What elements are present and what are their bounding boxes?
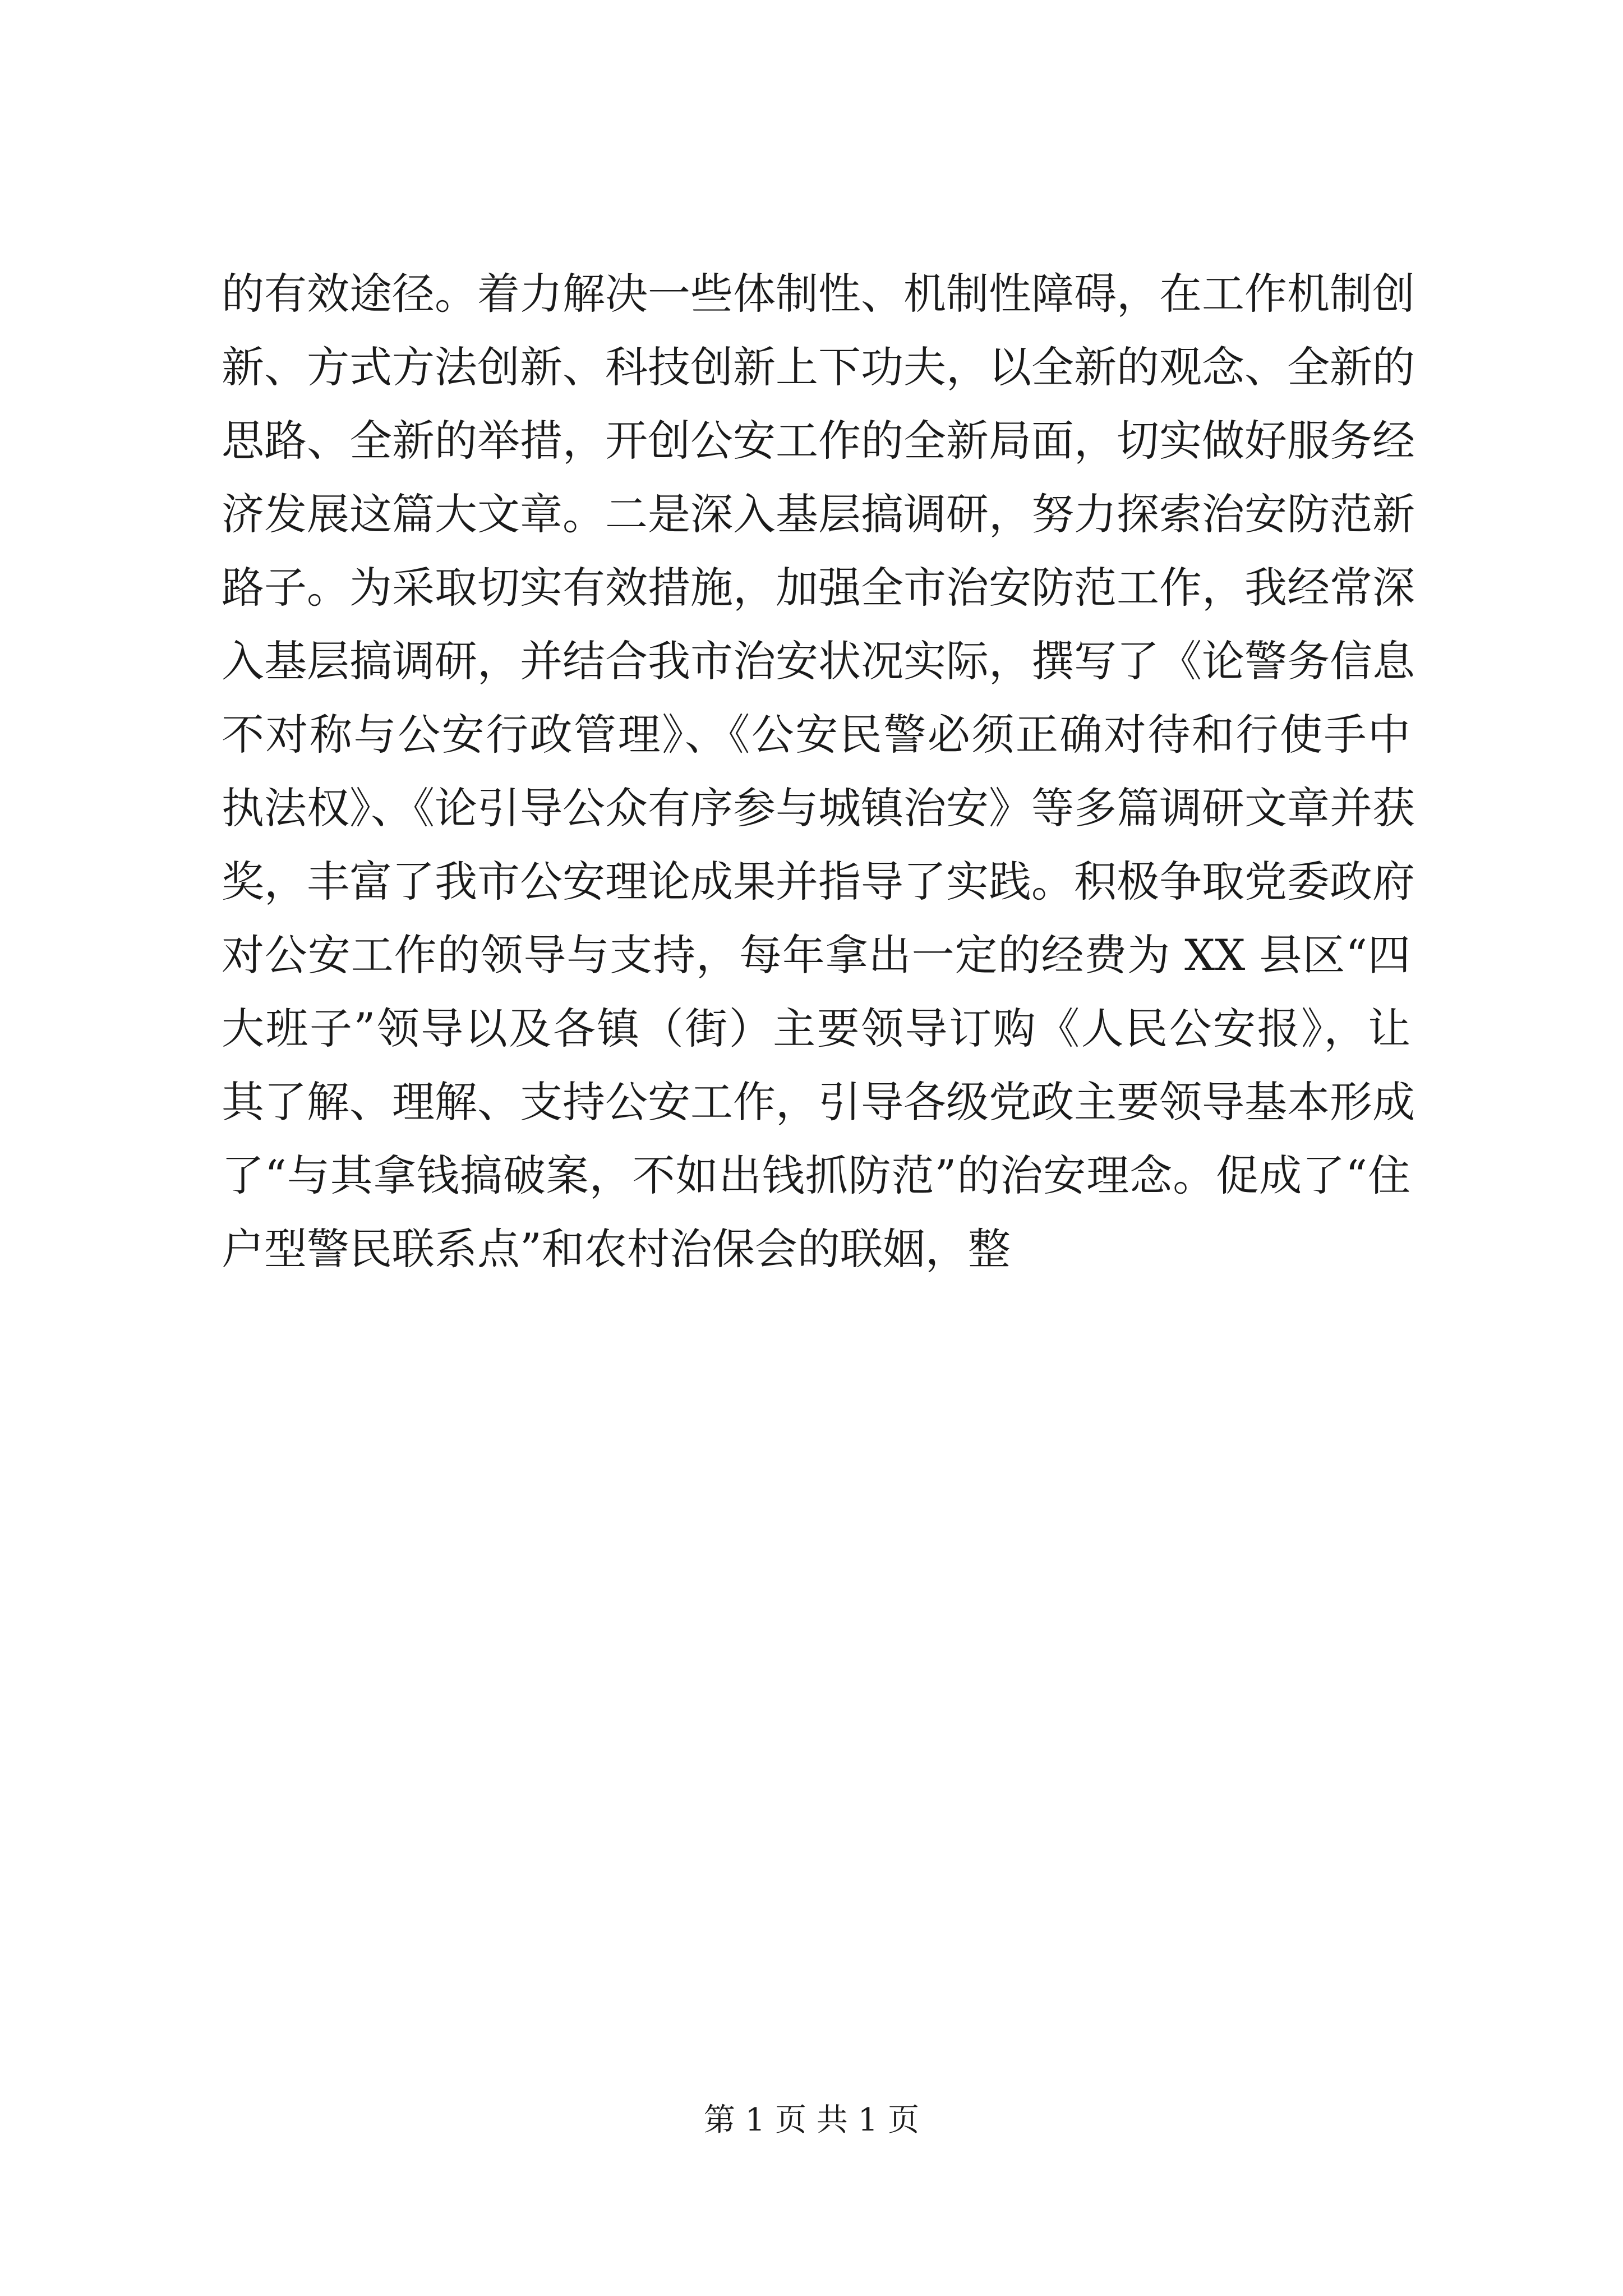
text-line: 新、方式方法创新、科技创新上下功夫，以全新的观念、全新的 xyxy=(222,342,1415,392)
page-footer xyxy=(0,2098,1623,2143)
text-line: 入基层搞调研，并结合我市治安状况实际，撰写了《论警务信息 xyxy=(222,636,1415,686)
text-line: 路子。为采取切实有效措施，加强全市治安防范工作，我经常深 xyxy=(222,563,1415,613)
text-line: 执法权》、《论引导公众有序参与城镇治安》等多篇调研文章并获 xyxy=(222,783,1415,833)
text-line: 大班子”领导以及各镇（街）主要领导订购《人民公安报》，让 xyxy=(222,1004,1410,1053)
text-line: 户型警民联系点”和农村治保会的联姻，整 xyxy=(222,1224,1011,1274)
text-line: 思路、全新的举措，开创公安工作的全新局面，切实做好服务经 xyxy=(222,416,1415,466)
text-line: 奖，丰富了我市公安理论成果并指导了实践。积极争取党委政府 xyxy=(222,857,1415,907)
body-paragraph xyxy=(222,257,1415,1286)
text-line: 了“与其拿钱搞破案，不如出钱抓防范”的治安理念。促成了“住 xyxy=(222,1151,1410,1200)
text-line: 济发展这篇大文章。二是深入基层搞调研，努力探索治安防范新 xyxy=(222,489,1415,539)
text-line: 不对称与公安行政管理》、《公安民警必须正确对待和行使手中 xyxy=(222,710,1410,760)
page-number: 第 1 页 共 1 页 xyxy=(703,2102,920,2138)
text-line: 的有效途径。着力解决一些体制性、机制性障碍，在工作机制创 xyxy=(222,269,1415,319)
text-line: 对公安工作的领导与支持，每年拿出一定的经费为 XX 县区“四 xyxy=(222,930,1410,980)
text-line: 其了解、理解、支持公安工作，引导各级党政主要领导基本形成 xyxy=(222,1077,1415,1127)
